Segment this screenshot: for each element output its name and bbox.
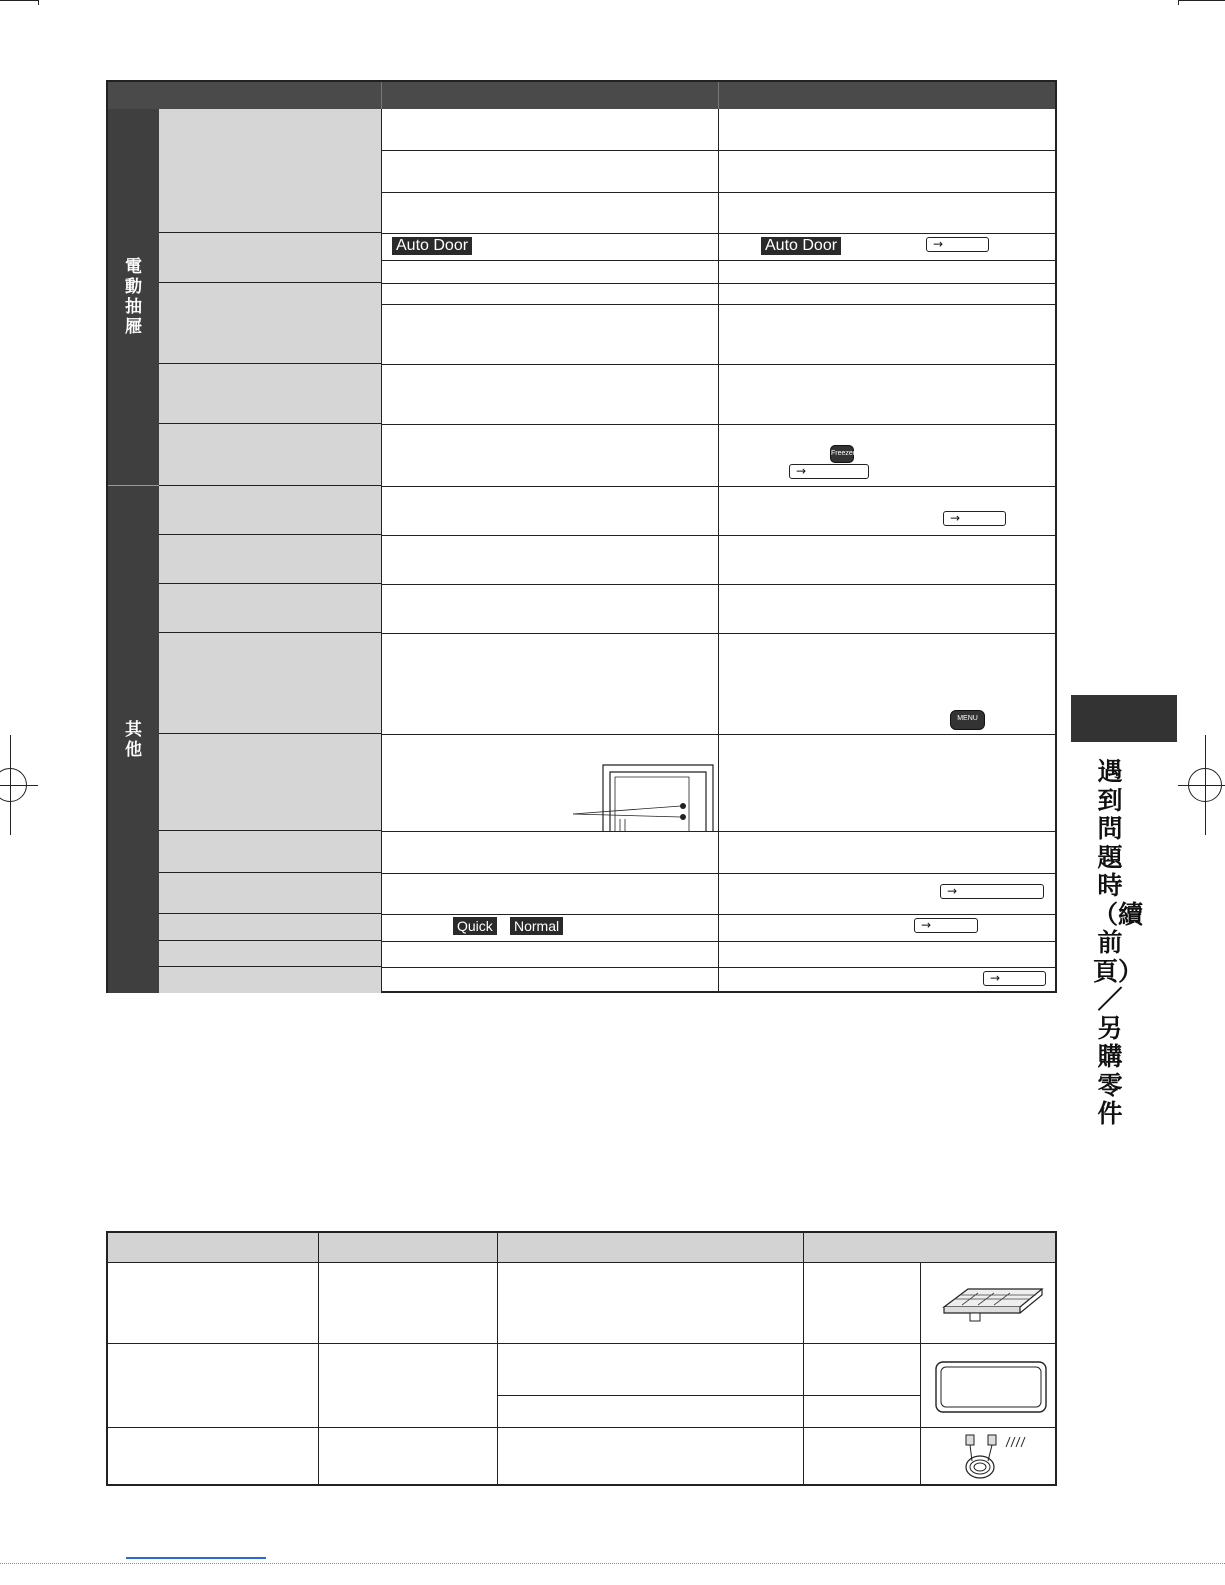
row-divider	[381, 260, 1055, 261]
crop-mark-top-right	[1178, 0, 1225, 1]
row-divider	[381, 941, 1055, 942]
row-divider	[381, 486, 1055, 487]
optional-parts-table	[106, 1231, 1057, 1486]
cause-cell	[159, 535, 381, 584]
troubleshooting-table	[106, 80, 1057, 993]
column-divider	[718, 109, 719, 993]
cause-cell	[159, 967, 381, 993]
header-divider	[718, 82, 719, 109]
registration-mark-right	[1188, 768, 1222, 802]
auto-door-label: Auto Door	[761, 237, 841, 255]
auto-door-label: Auto Door	[392, 237, 472, 255]
cause-cell	[159, 873, 381, 914]
row-divider	[381, 192, 1055, 193]
cause-cell	[159, 914, 381, 941]
page-reference-arrow: →	[983, 971, 1046, 986]
registration-mark-left	[0, 768, 27, 802]
row-divider	[381, 873, 1055, 874]
row-divider	[381, 424, 1055, 425]
row-divider	[381, 584, 1055, 585]
row-divider	[381, 364, 1055, 365]
parts-row-divider	[108, 1343, 1055, 1344]
cause-cell	[159, 233, 381, 283]
row-divider	[381, 734, 1055, 735]
crop-mark-top-right-v	[1178, 0, 1179, 5]
normal-label: Normal	[510, 917, 563, 935]
water-hose-illustration	[948, 1431, 1044, 1483]
header-divider	[381, 82, 382, 109]
parts-column-divider	[497, 1233, 498, 1484]
freezer-button-icon: Freezer	[830, 445, 854, 463]
crop-mark-top-left	[0, 0, 38, 1]
parts-column-divider	[803, 1233, 804, 1484]
cause-cell	[159, 364, 381, 424]
cause-cell	[159, 283, 381, 364]
row-divider	[381, 304, 1055, 305]
cause-cell	[159, 424, 381, 486]
cause-cell	[159, 109, 381, 233]
row-divider	[381, 283, 1055, 284]
quick-label: Quick	[453, 917, 497, 935]
row-divider	[381, 831, 1055, 832]
chapter-title-vertical: 遇到問題時（續前頁）／另購零件	[1093, 757, 1144, 1128]
cause-cell	[159, 584, 381, 633]
parts-table-header	[108, 1233, 1055, 1263]
table-header	[108, 82, 1055, 109]
chapter-tab	[1071, 695, 1177, 742]
cause-cell	[159, 941, 381, 967]
row-divider	[381, 914, 1055, 915]
footer-dotted-line	[0, 1563, 1225, 1565]
row-divider	[381, 535, 1055, 536]
door-seal-illustration	[563, 759, 719, 831]
page-reference-arrow: →	[914, 918, 978, 933]
section-label-drawer	[108, 109, 159, 485]
cause-cell	[159, 831, 381, 873]
row-divider	[381, 967, 1055, 968]
page-reference-arrow: →	[926, 237, 989, 252]
menu-button-icon: MENU	[950, 710, 985, 730]
row-divider	[381, 233, 1055, 234]
page-reference-arrow: →	[940, 884, 1044, 899]
cause-cell	[159, 633, 381, 734]
parts-row-divider	[497, 1395, 920, 1396]
column-divider	[381, 109, 382, 993]
page-reference-arrow: →	[943, 511, 1006, 526]
cause-cell	[159, 734, 381, 831]
crop-mark-top-left-v	[38, 0, 39, 5]
parts-row-divider	[108, 1427, 1055, 1428]
parts-column-divider	[920, 1262, 921, 1484]
page-reference-arrow: →	[789, 464, 869, 479]
row-divider	[381, 633, 1055, 634]
gasket-illustration	[933, 1358, 1049, 1416]
filter-illustration	[940, 1283, 1046, 1323]
section-label-drawer-text: 電動抽屜	[125, 257, 142, 337]
cause-cell	[159, 486, 381, 535]
section-label-other	[108, 486, 159, 993]
footer-underline	[126, 1557, 266, 1559]
section-label-other-text: 其他	[125, 719, 142, 760]
parts-column-divider	[318, 1233, 319, 1484]
row-divider	[381, 150, 1055, 151]
